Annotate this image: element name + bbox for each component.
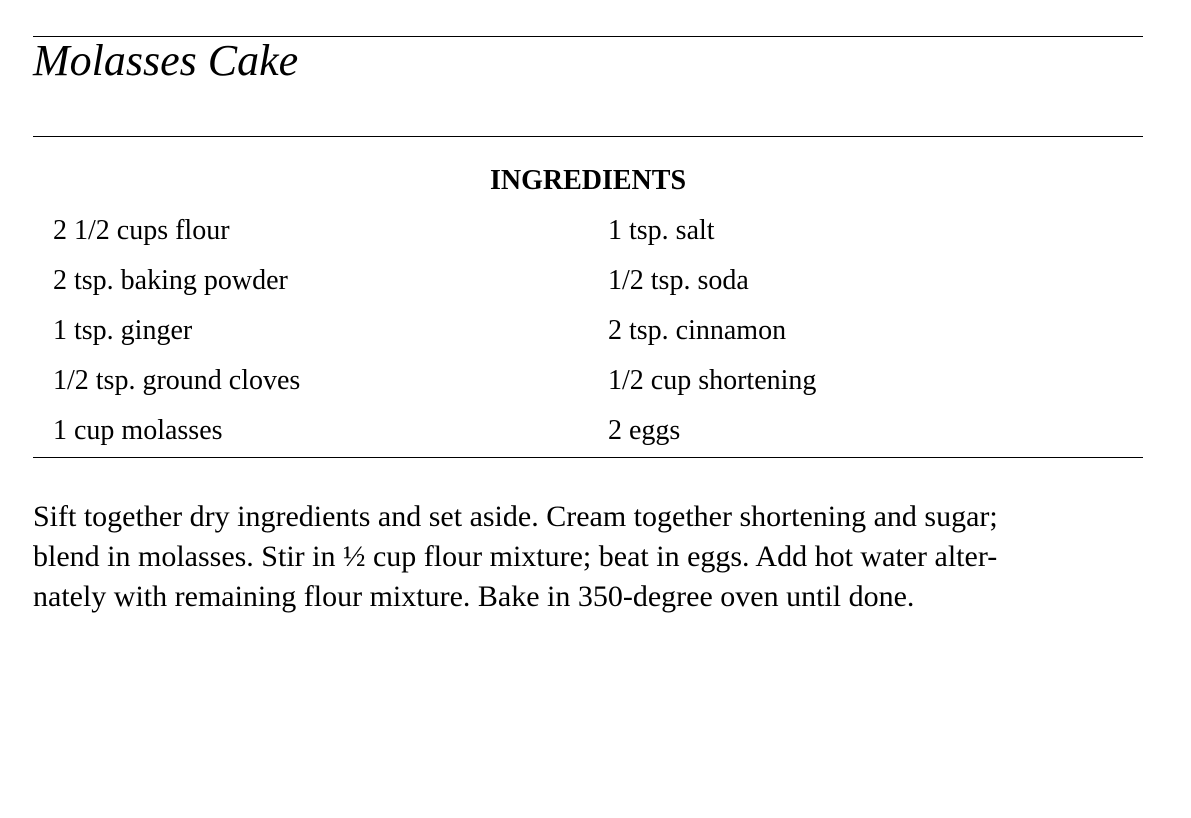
- directions-paragraph: [33, 497, 1153, 617]
- ingredient-item: 1/2 tsp. soda: [608, 265, 749, 296]
- directions-line: Sift together dry ingredients and set aside. Cream together shortening and sugar;: [33, 500, 998, 533]
- directions-line: blend in molasses. Stir in ½ cup flour mixture; beat in eggs. Add hot water alter-: [33, 540, 998, 573]
- ingredient-item: 1 cup molasses: [53, 415, 223, 446]
- ingredient-item: 1/2 cup shortening: [608, 365, 817, 396]
- ingredient-item: 1 tsp. salt: [608, 215, 715, 246]
- ingredients-bottom-rule: [33, 457, 1143, 458]
- ingredient-item: 2 1/2 cups flour: [53, 215, 230, 246]
- ingredient-item: 2 eggs: [608, 415, 681, 446]
- ingredient-item: 1 tsp. ginger: [53, 315, 193, 346]
- ingredient-item: 2 tsp. baking powder: [53, 265, 288, 296]
- ingredient-item: 2 tsp. cinnamon: [608, 315, 787, 346]
- ingredients-heading: INGREDIENTS: [489, 165, 687, 196]
- ingredient-item: 1/2 tsp. ground cloves: [53, 365, 301, 396]
- directions-line: nately with remaining flour mixture. Bake in 350-degree oven until done.: [33, 580, 915, 613]
- recipe-title: Molasses Cake: [33, 36, 299, 85]
